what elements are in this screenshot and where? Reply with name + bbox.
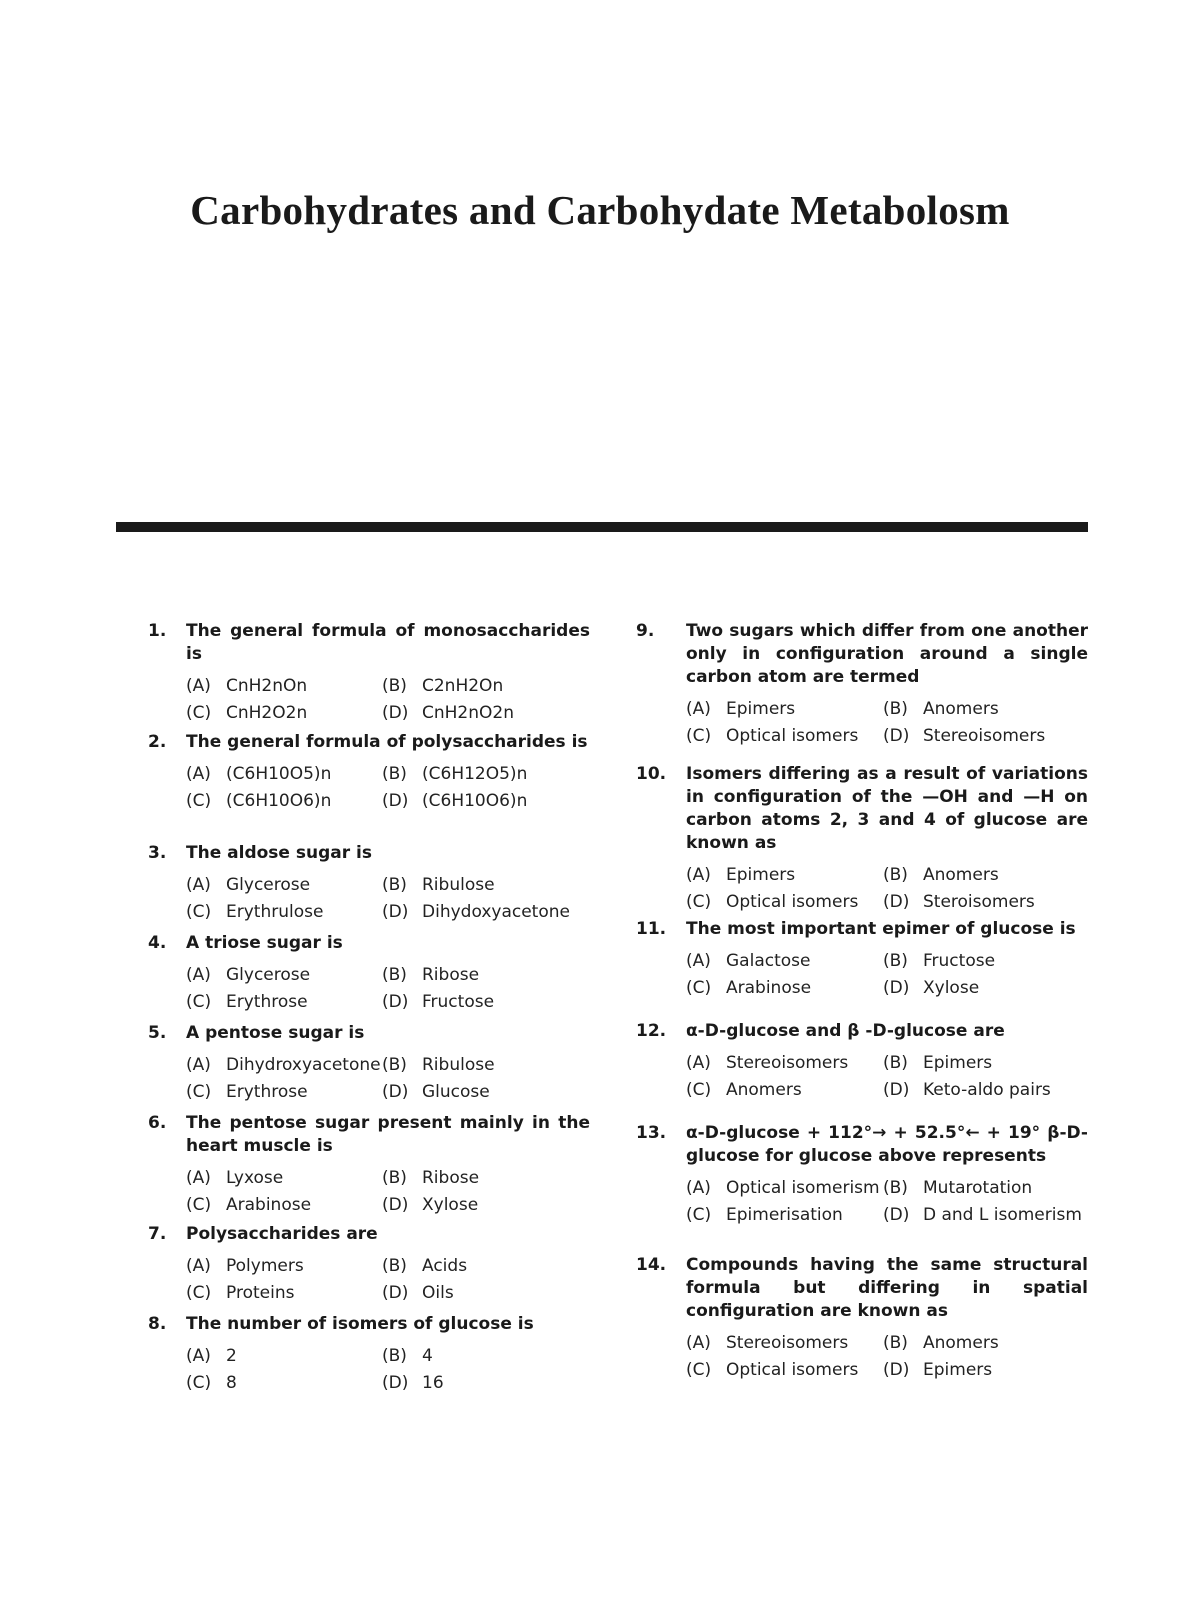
options-row [148,1280,590,1307]
option-b [382,1253,467,1280]
option-c [186,1079,382,1106]
option-letter: (B) [382,875,407,895]
question-header [148,731,590,754]
question-7 [148,1223,590,1307]
option-letter: (A) [686,951,711,971]
question-text: The pentose sugar present mainly in the heart muscle is [186,1113,590,1156]
option-letter: (C) [686,978,712,998]
option-letter: (A) [686,699,711,719]
option-letter: (D) [883,1360,910,1380]
option-text: Dihydroxyacetone [226,1055,381,1075]
question-header [636,1020,1088,1043]
options-row [636,1357,1088,1384]
options-row [636,1202,1088,1229]
option-a [186,1165,382,1192]
option-a [686,1175,883,1202]
options-row [636,1330,1088,1357]
option-d [883,723,1045,750]
option-letter: (D) [382,1195,409,1215]
question-number: 10. [636,764,667,784]
option-text: Glucose [422,1082,490,1102]
option-text: Lyxose [226,1168,284,1188]
option-text: Anomers [923,699,999,719]
option-c [686,723,883,750]
question-number: 12. [636,1021,667,1041]
option-a [186,962,382,989]
option-text: Ribulose [422,875,495,895]
question-2 [148,731,590,815]
question-header [148,842,590,865]
question-text: The general formula of polysaccharides is [186,732,588,752]
question-text: α-D-glucose and β -D-glucose are [686,1021,1005,1041]
options-row [148,1253,590,1280]
question-text: The number of isomers of glucose is [186,1314,534,1334]
option-c [686,1077,883,1104]
option-letter: (D) [883,1080,910,1100]
option-text: Arabinose [226,1195,312,1215]
option-d [382,1370,444,1397]
option-text: Optical isomers [726,1360,859,1380]
option-text: Stereoisomers [923,726,1046,746]
option-a [686,948,883,975]
option-d [382,700,514,727]
question-header [636,620,1088,689]
question-number: 9. [636,621,655,641]
question-4 [148,932,590,1016]
question-number: 2. [148,732,167,752]
options [636,1330,1088,1384]
option-letter: (A) [186,1346,211,1366]
option-c [186,1280,382,1307]
option-letter: (C) [686,892,712,912]
question-9 [636,620,1088,750]
option-letter: (B) [382,1055,407,1075]
option-letter: (C) [186,1373,212,1393]
option-text: Optical isomers [726,726,859,746]
option-letter: (C) [186,902,212,922]
options [148,673,590,727]
option-text: Epimerisation [726,1205,843,1225]
options-row [148,761,590,788]
option-text: Dihydoxyacetone [422,902,570,922]
question-6 [148,1112,590,1219]
option-text: Fructose [422,992,495,1012]
option-b [382,872,495,899]
question-number: 13. [636,1123,667,1143]
option-letter: (B) [382,1168,407,1188]
option-letter: (B) [382,764,407,784]
options-row [636,1077,1088,1104]
option-a [686,1330,883,1357]
question-10 [636,763,1088,916]
option-letter: (A) [186,1168,211,1188]
options-row [148,700,590,727]
question-header [148,620,590,666]
option-text: Ribose [422,1168,480,1188]
option-letter: (A) [186,764,211,784]
question-5 [148,1022,590,1106]
divider-rule [116,522,1088,532]
option-text: (C6H10O6)n [226,791,332,811]
options-row [148,1052,590,1079]
option-b [883,1175,1032,1202]
option-text: CnH2nO2n [422,703,514,723]
question-12 [636,1020,1088,1104]
option-letter: (B) [382,1346,407,1366]
question-number: 5. [148,1023,167,1043]
option-b [382,1165,479,1192]
option-text: (C6H10O5)n [226,764,332,784]
option-letter: (A) [186,965,211,985]
option-letter: (A) [186,1055,211,1075]
question-header [148,1313,590,1336]
option-letter: (D) [382,703,409,723]
option-text: Anomers [726,1080,802,1100]
option-c [686,1202,883,1229]
options-row [148,1192,590,1219]
question-11 [636,918,1088,1002]
question-header [636,763,1088,855]
option-d [382,989,494,1016]
option-b [382,962,479,989]
options [148,1253,590,1307]
options-row [148,788,590,815]
options-row [148,962,590,989]
option-letter: (C) [186,1082,212,1102]
options [148,1165,590,1219]
option-c [186,1192,382,1219]
question-text: Isomers differing as a result of variations in configuration of the —OH and —H on carbon atoms 2, 3 and 4 of glucose are known as [686,764,1088,853]
option-text: Fructose [923,951,996,971]
options-row [148,1343,590,1370]
question-text: Compounds having the same structural formula but differing in spatial configuration are known as [686,1255,1088,1321]
option-text: Erythrose [226,1082,308,1102]
question-text: A pentose sugar is [186,1023,365,1043]
option-letter: (D) [883,726,910,746]
options-row [148,872,590,899]
options [636,1175,1088,1229]
option-text: Epimers [726,699,796,719]
options [636,862,1088,916]
options-row [148,899,590,926]
option-text: CnH2O2n [226,703,308,723]
option-text: 4 [422,1346,433,1366]
option-c [186,989,382,1016]
option-a [186,673,382,700]
option-text: Glycerose [226,965,311,985]
options-row [636,696,1088,723]
option-letter: (C) [686,726,712,746]
option-letter: (C) [686,1080,712,1100]
options-row [636,1175,1088,1202]
options-row [636,862,1088,889]
option-text: Proteins [226,1283,295,1303]
option-letter: (B) [883,865,908,885]
option-letter: (B) [382,676,407,696]
option-text: Xylose [422,1195,479,1215]
option-c [186,1370,382,1397]
option-text: Keto-aldo pairs [923,1080,1051,1100]
option-text: (C6H10O6)n [422,791,528,811]
option-text: CnH2nOn [226,676,308,696]
options-row [636,723,1088,750]
option-text: Stereoisomers [726,1053,849,1073]
option-text: Mutarotation [923,1178,1033,1198]
question-header [636,918,1088,941]
option-text: (C6H12O5)n [422,764,528,784]
option-letter: (C) [186,992,212,1012]
options [636,696,1088,750]
option-text: Galactose [726,951,811,971]
option-c [186,700,382,727]
option-text: Erythrose [226,992,308,1012]
option-text: Ribulose [422,1055,495,1075]
option-d [382,1192,478,1219]
question-header [636,1122,1088,1168]
option-text: Epimers [726,865,796,885]
question-1 [148,620,590,727]
option-letter: (D) [382,1283,409,1303]
option-letter: (C) [186,1195,212,1215]
option-letter: (A) [686,1053,711,1073]
option-text: Steroisomers [923,892,1035,912]
option-letter: (C) [186,1283,212,1303]
option-d [883,1077,1051,1104]
option-d [883,975,979,1002]
options-row [148,1165,590,1192]
option-text: Stereoisomers [726,1333,849,1353]
question-text: Two sugars which differ from one another only in configuration around a single carbon atom are termed [686,621,1088,687]
question-number: 11. [636,919,667,939]
options [148,872,590,926]
option-text: Polymers [226,1256,304,1276]
options-row [148,1370,590,1397]
question-header [148,1112,590,1158]
option-text: Epimers [923,1053,993,1073]
option-c [186,788,382,815]
option-b [382,673,503,700]
option-text: D and L isomerism [923,1205,1082,1225]
option-letter: (B) [382,1256,407,1276]
option-text: Glycerose [226,875,311,895]
option-text: 2 [226,1346,237,1366]
option-text: Ribose [422,965,480,985]
options-row [148,989,590,1016]
option-text: Anomers [923,1333,999,1353]
question-header [148,1022,590,1045]
question-text: The general formula of monosaccharides is [186,621,590,664]
option-b [382,1343,433,1370]
option-letter: (D) [883,1205,910,1225]
question-number: 4. [148,933,167,953]
option-text: Arabinose [726,978,812,998]
option-letter: (A) [686,865,711,885]
option-text: Erythrulose [226,902,324,922]
option-b [382,761,527,788]
question-text: The aldose sugar is [186,843,372,863]
option-letter: (B) [883,951,908,971]
option-a [186,761,382,788]
option-c [686,975,883,1002]
question-number: 8. [148,1314,167,1334]
option-d [883,1357,992,1384]
option-b [883,1050,992,1077]
option-letter: (B) [883,1178,908,1198]
option-b [883,862,999,889]
option-letter: (D) [883,892,910,912]
option-d [883,1202,1082,1229]
question-text: α-D-glucose + 112°→ + 52.5°← + 19° β-D-glucose for glucose above represents [686,1123,1088,1166]
option-letter: (C) [186,703,212,723]
option-d [382,788,527,815]
question-text: The most important epimer of glucose is [686,919,1076,939]
options-row [636,889,1088,916]
options [148,1343,590,1397]
option-letter: (C) [686,1205,712,1225]
option-letter: (D) [382,791,409,811]
question-number: 3. [148,843,167,863]
question-text: A triose sugar is [186,933,343,953]
question-text: Polysaccharides are [186,1224,378,1244]
option-b [883,948,995,975]
option-d [883,889,1035,916]
options-row [636,948,1088,975]
question-header [636,1254,1088,1323]
option-letter: (D) [883,978,910,998]
option-letter: (C) [686,1360,712,1380]
option-letter: (D) [382,1082,409,1102]
option-c [186,899,382,926]
option-d [382,1079,490,1106]
option-letter: (A) [186,1256,211,1276]
options [148,761,590,815]
option-letter: (B) [382,965,407,985]
option-text: Oils [422,1283,454,1303]
option-letter: (D) [382,1373,409,1393]
option-text: Optical isomers [726,892,859,912]
option-c [686,1357,883,1384]
question-8 [148,1313,590,1397]
option-b [382,1052,495,1079]
question-14 [636,1254,1088,1384]
question-header [148,932,590,955]
option-text: Xylose [923,978,980,998]
option-letter: (B) [883,699,908,719]
option-d [382,1280,454,1307]
option-letter: (D) [382,902,409,922]
question-number: 6. [148,1113,167,1133]
option-a [686,696,883,723]
question-13 [636,1122,1088,1229]
option-text: Epimers [923,1360,993,1380]
question-number: 14. [636,1255,667,1275]
option-letter: (C) [186,791,212,811]
option-a [686,862,883,889]
option-letter: (A) [686,1333,711,1353]
option-c [686,889,883,916]
option-letter: (A) [186,676,211,696]
option-letter: (A) [186,875,211,895]
options [148,962,590,1016]
option-text: C2nH2On [422,676,504,696]
options [148,1052,590,1106]
options-row [636,975,1088,1002]
option-b [883,696,999,723]
option-text: Acids [422,1256,468,1276]
option-letter: (A) [686,1178,711,1198]
question-number: 7. [148,1224,167,1244]
option-a [186,1253,382,1280]
question-header [148,1223,590,1246]
option-text: 8 [226,1373,237,1393]
page-title: Carbohydrates and Carbohydate Metabolosm [190,187,1010,233]
option-a [186,1343,382,1370]
option-a [686,1050,883,1077]
options [636,1050,1088,1104]
options-row [148,1079,590,1106]
option-a [186,872,382,899]
option-text: 16 [422,1373,444,1393]
options [636,948,1088,1002]
option-letter: (B) [883,1053,908,1073]
option-d [382,899,570,926]
question-3 [148,842,590,926]
options-row [636,1050,1088,1077]
option-text: Optical isomerism [726,1178,880,1198]
option-text: Anomers [923,865,999,885]
option-letter: (B) [883,1333,908,1353]
option-a [186,1052,382,1079]
question-number: 1. [148,621,167,641]
option-b [883,1330,999,1357]
option-letter: (D) [382,992,409,1012]
options-row [148,673,590,700]
